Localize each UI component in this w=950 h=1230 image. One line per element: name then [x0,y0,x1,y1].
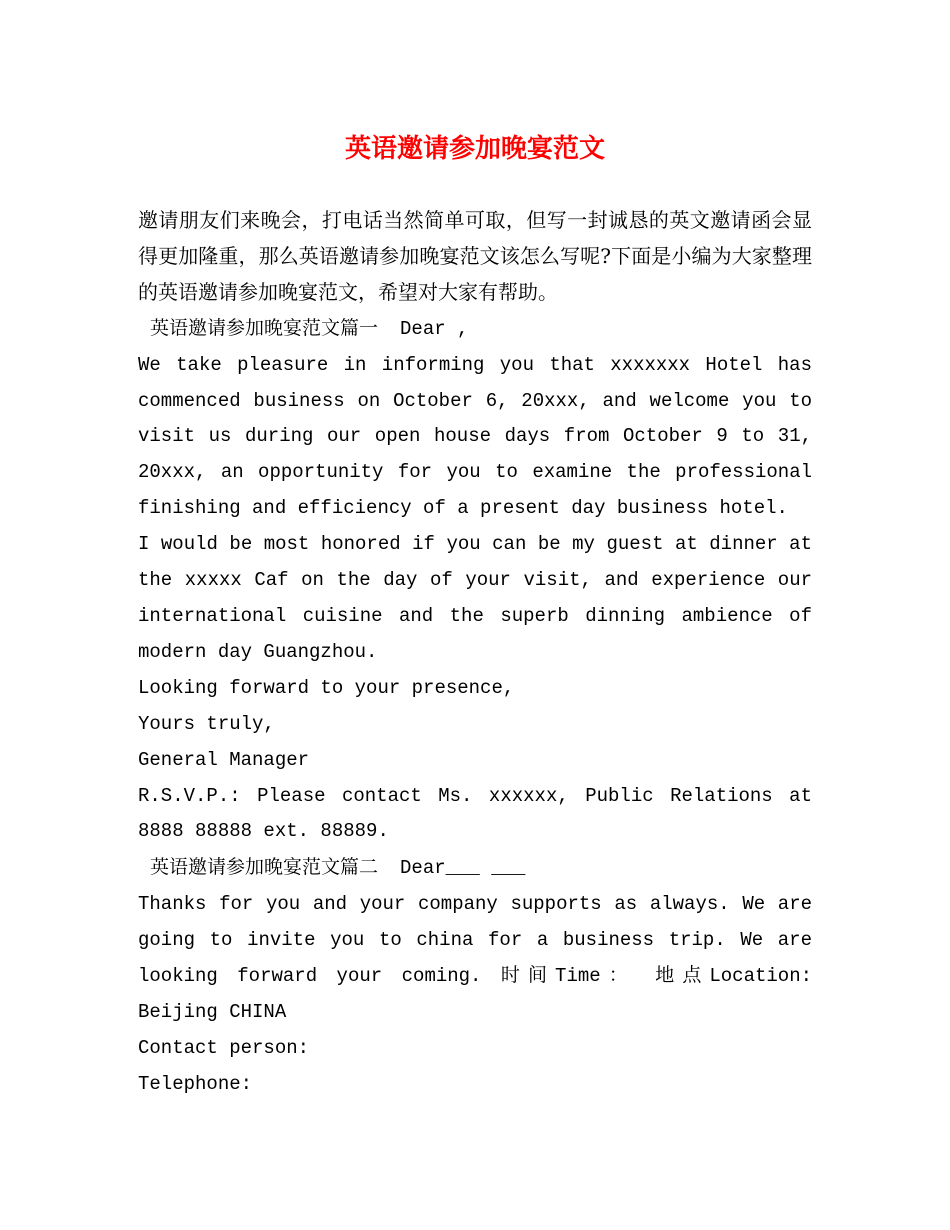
letter1-paragraph-1: We take pleasure in informing you that xxxxxxx Hotel has commenced business on October 6, 20xxx, and welcome you to visit us during our open house days from October 9 to 31, 20xxx, an opportunity for you to examine the professional finishing and efficiency of a present day business hotel. [138,353,812,520]
document-title: 英语邀请参加晚宴范文 [344,134,605,164]
salutation-1: Dear , [400,317,469,340]
document-body [138,203,812,1103]
section-heading-1-text: 英语邀请参加晚宴范文篇一 [150,316,379,339]
contact-person-line: Contact person: [138,1036,310,1059]
telephone-line: Telephone: [138,1072,253,1095]
intro-paragraph: 邀请朋友们来晚会，打电话当然简单可取，但写一封诚恳的英文邀请函会显得更加隆重，那么英语邀请参加晚宴范文该怎么写呢?下面是小编为大家整理的英语邀请参加晚宴范文，希望对大家有帮助。 [138,208,812,304]
signature: General Manager [138,748,310,771]
letter2-paragraph-1: Thanks for you and your company supports as always. We are going to invite you to china for a business trip. We are looking forward your coming. 时间Time： 地点Location: Beijing CHINA [138,893,812,1023]
valediction: Yours truly, [138,712,275,735]
section-heading-2 [138,850,812,887]
rsvp-line: R.S.V.P.: Please contact Ms. xxxxxx, Public Relations at 8888 88888 ext. 88889. [138,784,812,843]
salutation-2: Dear___ ___ [400,857,526,880]
section-heading-1 [138,311,812,348]
section-heading-2-text: 英语邀请参加晚宴范文篇二 [150,856,379,879]
closing-line: Looking forward to your presence, [138,676,515,699]
letter1-paragraph-2: I would be most honored if you can be my guest at dinner at the xxxxx Caf on the day of your visit, and experience our international cuisine and the superb dinning ambience of modern day Guangzhou. [138,533,812,663]
